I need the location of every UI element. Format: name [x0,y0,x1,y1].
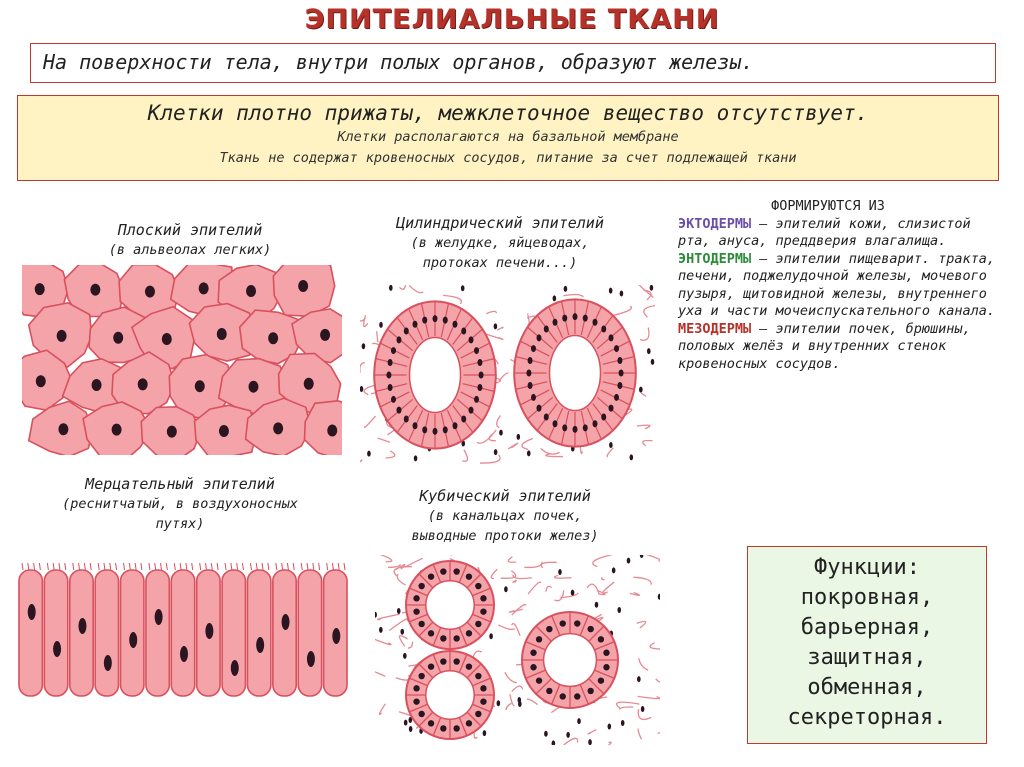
nucleus [480,698,486,704]
flat-epithelium-illustration [22,265,342,455]
fibrocyte-nucleus [494,323,498,329]
fibrocyte-nucleus [571,590,575,596]
nucleus [391,347,396,354]
nucleus [205,623,213,639]
nucleus [219,425,229,437]
nucleus [598,677,604,683]
endo-text: — эпителии пищеварит. тракта, печени, поджелудочной железы, мочевого пузыря, щитовидной железы, внутреннего уха и части мочеиспускательного канала. [678,250,995,319]
nucleus [453,568,459,574]
columnar-cell [247,570,270,696]
nucleus [388,384,393,391]
tubule-lumen [544,634,597,687]
nucleus [327,425,337,437]
fibrocyte-nucleus [379,322,383,328]
nucleus [58,423,68,435]
properties-main: Клетки плотно прижаты, межклеточное вещество отсутствует. [147,101,869,125]
nucleus [391,396,396,403]
cubic-name: Кубический эпителий [419,487,591,505]
nucleus [433,428,438,435]
fibrocyte-nucleus [497,700,501,706]
tubule-lumen [410,338,461,413]
fibrocyte-nucleus [389,285,393,291]
nucleus [440,568,446,574]
properties-line-2: Ткань не содержат кровеносных сосудов, питание за счет подлежащей ткани [219,150,797,166]
nucleus [469,336,474,343]
nucleus [195,380,205,392]
ecto-text: – эпителий кожи, слизистой рта, ануса, преддверия влагалища. [678,215,971,249]
nucleus [57,330,67,342]
ciliated-where-2: путях) [155,516,205,532]
nucleus [526,370,531,377]
cylindrical-name: Цилиндрический эпителий [396,214,604,232]
fibrocyte-nucleus [564,286,568,292]
nucleus [477,384,482,391]
fibrocyte-nucleus [612,567,616,573]
nucleus [113,332,123,344]
function-item: покровная, [800,585,934,610]
nucleus [598,636,604,642]
nucleus [544,414,549,421]
nucleus [531,394,536,401]
ciliated-epithelium-illustration [18,562,348,702]
fibrocyte-nucleus [553,295,557,301]
nucleus [553,319,558,326]
nucleus [199,282,209,294]
nucleus [404,416,409,423]
nucleus [480,595,486,601]
fibrocyte-nucleus [641,706,645,712]
nucleus [574,693,580,699]
fibrocyte-nucleus [517,697,521,703]
nucleus [587,626,593,632]
flat-name: Плоский эпителий [117,221,263,239]
nucleus [530,650,536,656]
functions-box [747,546,987,744]
nucleus [609,405,614,412]
nucleus [28,604,36,620]
function-item: секреторная. [787,705,947,730]
nucleus [273,422,283,434]
fibrocyte-nucleus [627,558,631,564]
nucleus [544,325,549,332]
fibrocyte-nucleus [403,653,407,659]
fibrocyte-nucleus [504,586,508,592]
fibrocyte-nucleus [489,633,493,639]
nucleus [617,357,622,364]
nucleus [443,317,448,324]
nucleus [553,420,558,427]
cubic-epithelium-illustration [375,555,660,745]
fibrocyte-nucleus [609,288,613,294]
nucleus [475,583,481,589]
nucleus [396,407,401,414]
fibrocyte-nucleus [637,676,641,682]
fibrocyte-nucleus [650,285,654,291]
nucleus [388,359,393,366]
nucleus [583,315,588,322]
nucleus [614,345,619,352]
nucleus [475,621,481,627]
nucleus [155,609,163,625]
nucleus [466,573,472,579]
nucleus [428,720,434,726]
nucleus [104,655,112,671]
nucleus [53,641,61,657]
nucleus [428,573,434,579]
columnar-cell [171,570,194,696]
nucleus [573,313,578,320]
nucleus [560,620,566,626]
function-item: защитная, [807,645,927,670]
fibrocyte-nucleus [404,720,408,726]
fibrocyte-nucleus [621,720,625,726]
origins-ecto [678,216,1008,251]
nucleus [480,608,486,614]
nucleus [603,650,609,656]
nucleus [530,664,536,670]
nucleus [78,618,86,634]
nucleus [418,711,424,717]
nucleus [474,396,479,403]
location-box [30,43,996,83]
nucleus [304,378,314,390]
nucleus [440,725,446,731]
nucleus [466,663,472,669]
nucleus [36,375,46,387]
nucleus [574,620,580,626]
nucleus [546,626,552,632]
cylindrical-where-1: (в желудке, яйцеводах, [410,235,590,251]
nucleus [413,321,418,328]
columnar-cell [298,570,321,696]
nucleus [35,283,45,295]
nucleus [413,595,419,601]
nucleus [528,382,533,389]
nucleus [167,426,177,438]
nucleus [469,407,474,414]
nucleus [601,414,606,421]
nucleus [528,357,533,364]
nucleus [386,372,391,379]
functions-heading: Функции: [814,555,920,580]
ciliated-where-1: (реснитчатый, в воздухоносных [62,496,298,512]
nucleus [413,422,418,429]
nucleus [428,630,434,636]
nucleus [562,424,567,431]
fibrocyte-nucleus [595,602,599,608]
function-item: барьерная, [800,615,934,640]
nucleus [603,664,609,670]
columnar-cell [95,570,118,696]
nucleus [619,370,624,377]
nucleus [536,334,541,341]
fibrocyte-nucleus [558,569,562,575]
fibrocyte-nucleus [609,442,613,448]
fibrocyte-nucleus [397,608,401,614]
endo-keyword: ЭНТОДЕРМЫ [678,250,752,267]
nucleus [440,635,446,641]
properties-box [17,95,999,181]
nucleus [614,394,619,401]
fibrocyte-nucleus [400,629,404,635]
nucleus [453,635,459,641]
cubic-where-2: выводные протоки желез) [411,528,599,544]
nucleus [138,378,148,390]
nucleus [162,333,172,345]
nucleus [90,284,100,296]
tubule-lumen [426,581,474,629]
page-title: ЭПИТЕЛИАЛЬНЫЕ ТКАНИ [304,4,720,35]
fibrocyte-nucleus [577,718,581,724]
nucleus [180,646,188,662]
fibrocyte-nucleus [647,348,651,354]
nucleus [248,381,258,393]
nucleus [443,426,448,433]
nucleus [480,685,486,691]
fibrocyte-nucleus [617,607,621,613]
nucleus [268,332,278,344]
nucleus [592,319,597,326]
nucleus [546,688,552,694]
nucleus [282,614,290,630]
fibrocyte-nucleus [629,454,633,460]
nucleus [573,426,578,433]
meso-text: — эпителии почек, брюшины, половых желёз и внутренних стенок кровеносных сосудов. [678,320,971,372]
nucleus [422,317,427,324]
nucleus [112,424,122,436]
nucleus [433,315,438,322]
nucleus [217,328,227,340]
origins-meso [678,321,1008,374]
location-text: На поверхности тела, внутри полых органов, образуют железы. [43,50,754,74]
tubule-lumen [426,671,474,719]
fibrocyte-nucleus [461,285,465,291]
fibrocyte-nucleus [409,726,413,732]
nucleus [413,685,419,691]
nucleus [418,673,424,679]
nucleus [92,379,102,391]
cubic-caption [350,486,660,546]
nucleus [479,372,484,379]
fibrocyte-nucleus [483,730,487,736]
nucleus [145,286,155,298]
origins-endo [678,251,1008,321]
nucleus [536,677,542,683]
cylindrical-epithelium-illustration [360,285,655,465]
nucleus [453,658,459,664]
fibrocyte-nucleus [367,451,371,457]
nucleus [461,327,466,334]
nucleus [461,416,466,423]
nucleus [466,720,472,726]
nucleus [440,658,446,664]
ciliated-name: Мерцательный эпителий [85,475,275,493]
nucleus [231,660,239,676]
columnar-cell [19,570,42,696]
nucleus [256,637,264,653]
function-item: обменная, [807,675,927,700]
nucleus [320,329,330,341]
nucleus [404,327,409,334]
nucleus [477,359,482,366]
nucleus [474,347,479,354]
fibrocyte-nucleus [414,455,418,461]
fibrocyte-nucleus [517,434,521,440]
tubule-lumen [550,336,601,411]
nucleus [129,632,137,648]
cylindrical-where-2: протоках печени...) [422,255,578,271]
nucleus [396,336,401,343]
nucleus [413,608,419,614]
nucleus [452,321,457,328]
nucleus [592,420,597,427]
nucleus [560,693,566,699]
columnar-cell [44,570,67,696]
fibrocyte-nucleus [566,732,570,738]
fibrocyte-nucleus [620,290,624,296]
nucleus [583,424,588,431]
origins-heading: ФОРМИРУЮТСЯ ИЗ [771,198,885,214]
nucleus [332,628,340,644]
columnar-cell [273,570,296,696]
nucleus [307,651,315,667]
nucleus [418,621,424,627]
cubic-where-1: (в канальцах почек, [427,508,583,524]
nucleus [617,382,622,389]
fibrocyte-nucleus [379,627,383,633]
fibrocyte-nucleus [651,359,655,365]
nucleus [536,405,541,412]
nucleus [475,673,481,679]
columnar-cell [222,570,245,696]
nucleus [466,630,472,636]
nucleus [452,422,457,429]
fibrocyte-nucleus [494,449,498,455]
origins-block [678,198,1008,373]
nucleus [453,725,459,731]
fibrocyte-nucleus [527,450,531,456]
nucleus [428,663,434,669]
fibrocyte-nucleus [362,343,366,349]
nucleus [475,711,481,717]
nucleus [531,345,536,352]
nucleus [562,315,567,322]
fibrocyte-nucleus [499,430,503,436]
nucleus [418,583,424,589]
nucleus [536,636,542,642]
fibrocyte-nucleus [639,387,643,393]
columnar-cell [146,570,169,696]
fibrocyte-nucleus [544,731,548,737]
nucleus [246,285,256,297]
fibrocyte-nucleus [608,724,612,730]
ecto-keyword: ЭКТОДЕРМЫ [678,215,752,232]
ciliated-caption [20,474,340,534]
nucleus [601,325,606,332]
nucleus [609,334,614,341]
cylindrical-caption [345,213,655,273]
flat-where: (в альвеолах легких) [108,242,272,258]
fibrocyte-nucleus [588,739,592,745]
flat-caption [40,220,340,260]
meso-keyword: МЕЗОДЕРМЫ [678,320,752,337]
nucleus [587,688,593,694]
nucleus [298,280,308,292]
properties-line-1: Клетки располагаются на базальной мембране [337,129,679,145]
nucleus [422,426,427,433]
nucleus [413,698,419,704]
